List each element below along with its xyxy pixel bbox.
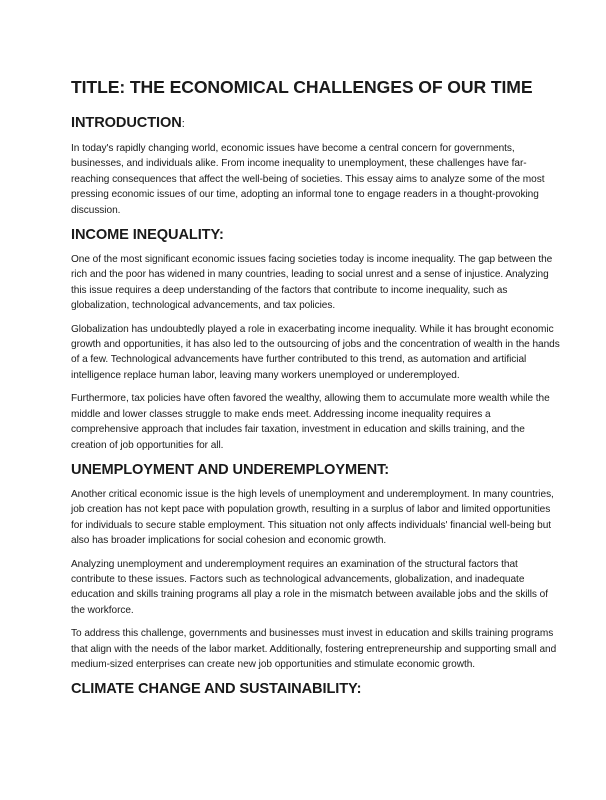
section-heading-climate-change: CLIMATE CHANGE AND SUSTAINABILITY:: [71, 681, 362, 698]
section-heading-text: INTRODUCTION: [71, 115, 182, 131]
section-heading-income-inequality: INCOME INEQUALITY:: [71, 227, 224, 244]
paragraph: To address this challenge, governments and businesses must invest in education and skills training programs that align with the needs of the labor market. Additionally, fostering entrepreneurship and supporting small and medium-sized enterprises can create new job opportunities and stimulate economic growth.: [71, 628, 557, 670]
paragraph: Another critical economic issue is the high levels of unemployment and underemployment. In many countries, job creation has not kept pace with population growth, resulting in a surplus of labor and limited opportunities for individuals to secure stable employment. This situation not only affects individuals' financial well-being but also has broader implications for social cohesion and economic growth.: [71, 488, 554, 547]
section-heading-colon: :: [181, 118, 185, 130]
document-title: TITLE: THE ECONOMICAL CHALLENGES OF OUR TIME: [71, 77, 533, 97]
paragraph: One of the most significant economic issues facing societies today is income inequality. The gap between the rich and the poor has widened in many countries, leading to social unrest and a sense of injustice. Analyzing this issue requires a deep understanding of the factors that contribute to income inequality, such as globalization, technological advancements, and tax policies.: [71, 254, 553, 312]
section-climate-change: [71, 680, 560, 698]
paragraph: Furthermore, tax policies have often favored the wealthy, allowing them to accumulate more wealth while the middle and lower classes struggle to make ends meet. Addressing income inequality requires a comprehensive approach that includes fair taxation, investment in education and skills training, and the creation of job opportunities for all.: [71, 393, 550, 451]
section-heading-unemployment: UNEMPLOYMENT AND UNDEREMPLOYMENT:: [71, 461, 390, 478]
section-heading-introduction: [71, 114, 560, 133]
section-income-inequality: [71, 226, 560, 453]
paragraph: In today's rapidly changing world, economic issues have become a central concern for governments, businesses, and individuals alike. From income inequality to unemployment, these challenges have far-reaching consequences that affect the well-being of societies. This essay aims to analyze some of the most pressing economic issues of our time, adopting an informal tone to engage readers in a thought-provoking discussion.: [71, 143, 545, 216]
section-unemployment: [71, 461, 560, 672]
paragraph: Analyzing unemployment and underemployment requires an examination of the structural factors that contribute to these issues. Factors such as technological advancements, globalization, and inadequate education and skills training programs all play a role in the mismatch between available jobs and the skills of the workforce.: [71, 558, 548, 616]
section-introduction: [71, 114, 560, 218]
paragraph: Globalization has undoubtedly played a role in exacerbating income inequality. While it has brought economic growth and opportunities, it has also led to the outsourcing of jobs and the concentration of wealth in the hands of a few. Technological advancements have further contributed to this trend, as automation and artificial intelligence replace human labor, leaving many workers unemployed or underemployed.: [71, 323, 560, 381]
